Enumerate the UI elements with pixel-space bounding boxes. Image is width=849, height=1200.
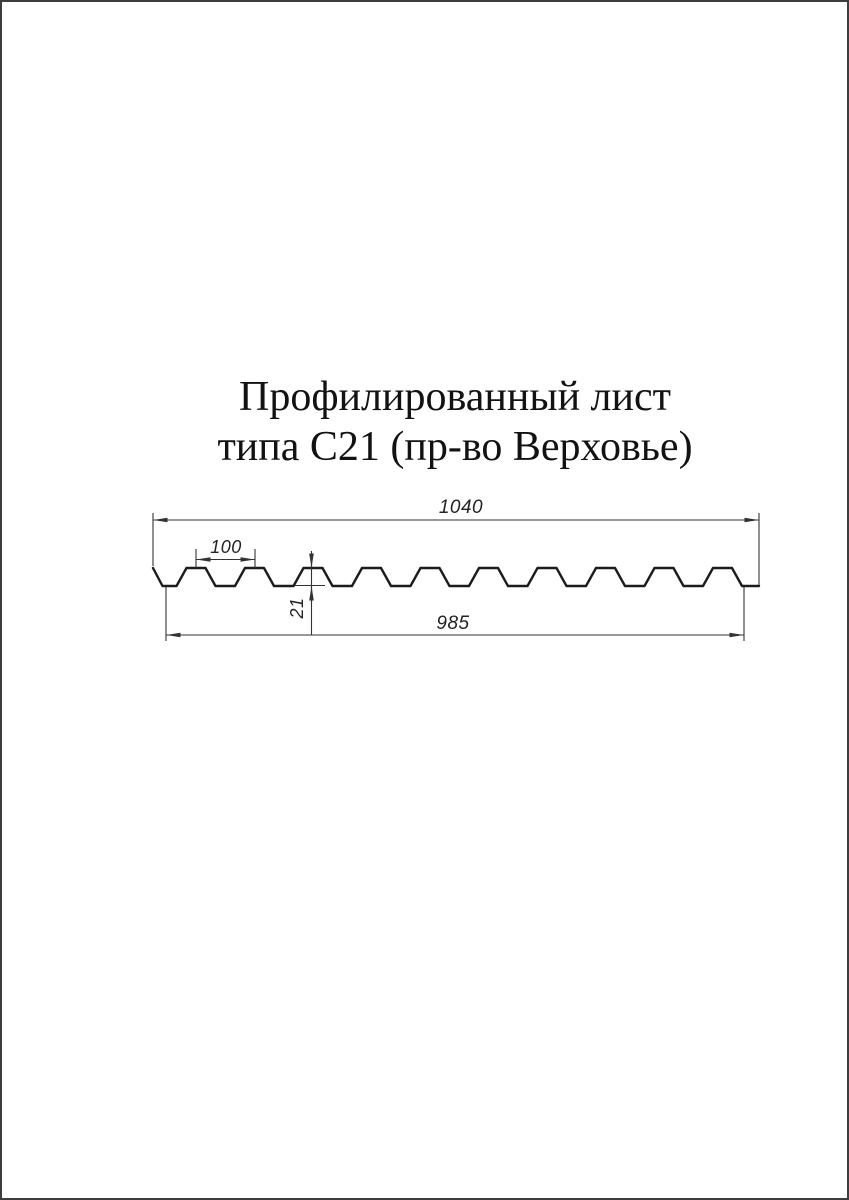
dimension-working-width (166, 587, 744, 641)
title-line-1: Профилированный лист (239, 374, 671, 420)
dimension-profile-height (287, 551, 325, 635)
dimension-label-working-width: 985 (436, 613, 470, 634)
title-line-2: типа С21 (пр-во Верховье) (217, 424, 693, 470)
dimension-label-rib-pitch: 100 (210, 537, 242, 557)
dimension-label-overall-width: 1040 (438, 497, 484, 518)
dimension-rib-pitch (196, 537, 255, 568)
profile-outline (153, 568, 759, 586)
profile-section-drawing (2, 2, 849, 1200)
dimension-label-profile-height: 21 (287, 597, 307, 619)
